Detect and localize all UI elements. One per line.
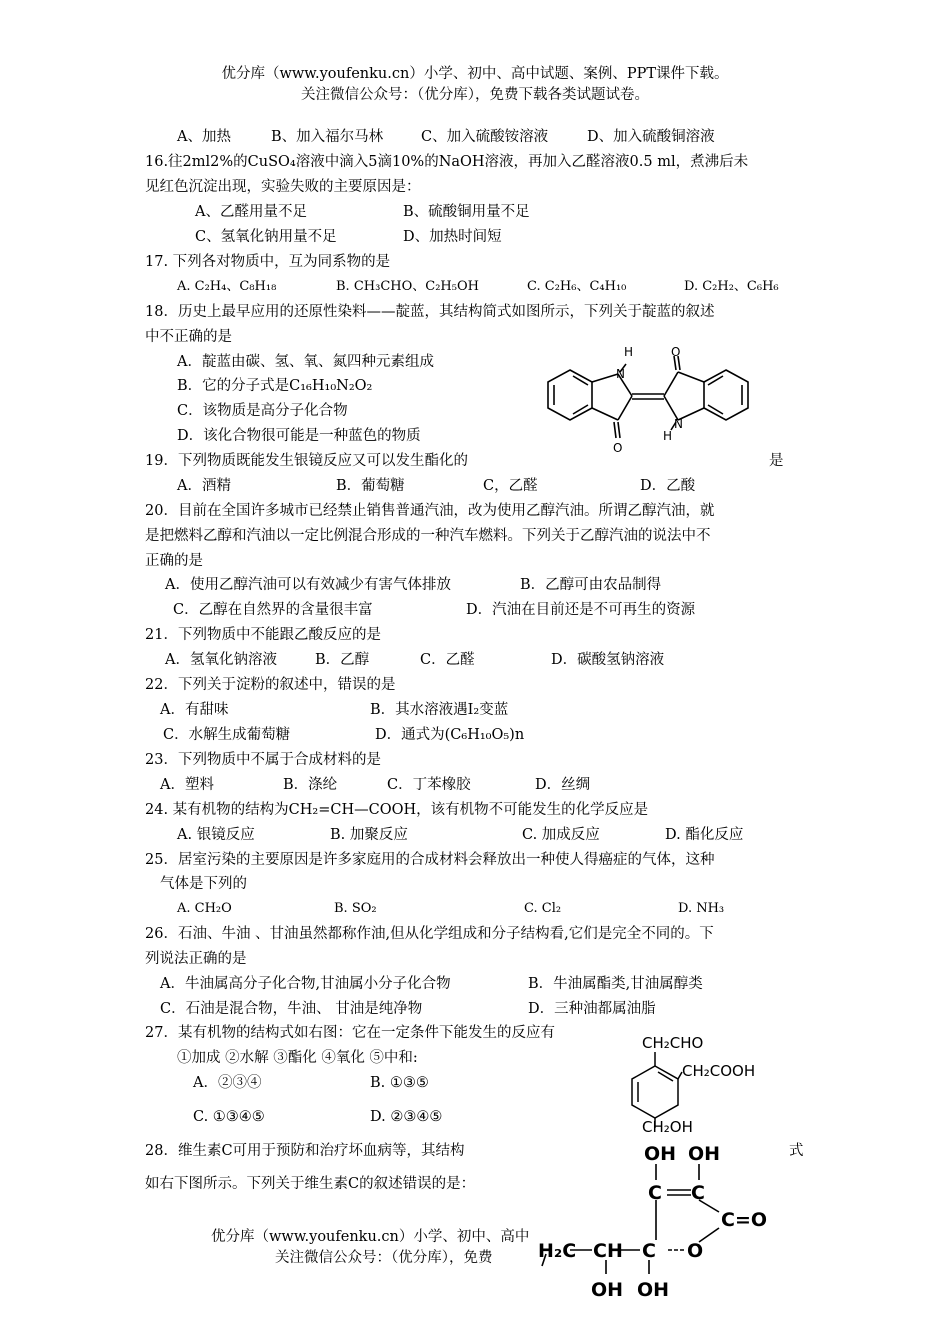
q18-stem-1: 18．历史上最早应用的还原性染料——靛蓝，其结构简式如图所示，下列关于靛蓝的叙述 (145, 304, 715, 320)
q20-stem-1: 20．目前在全国许多城市已经禁止销售普通汽油，改为使用乙醇汽油。所谓乙醇汽油，就 (145, 503, 715, 519)
vitamin-c-structure-diagram (536, 1142, 776, 1302)
indigo-h-label: H (624, 345, 634, 359)
q23-option-a: A．塑料 (160, 777, 214, 793)
q19-option-b: B．葡萄糖 (336, 478, 405, 494)
q27-reactions: ①加成 ②水解 ③酯化 ④氧化 ⑤中和: (177, 1050, 418, 1066)
q20-stem-2: 是把燃料乙醇和汽油以一定比例混合形成的一种汽车燃料。下列关于乙醇汽油的说法中不 (145, 528, 711, 544)
q22-stem: 22．下列关于淀粉的叙述中，错误的是 (145, 677, 396, 693)
q16-stem-1: 16.往2ml2%的CuSO₄溶液中滴入5滴10%的NaOH溶液，再加入乙醛溶液0.5 ml，煮沸后未 (145, 154, 749, 170)
q15-option-c: C、加入硫酸铵溶液 (421, 129, 549, 145)
q21-stem: 21．下列物质中不能跟乙酸反应的是 (145, 627, 381, 643)
q27-option-d: D. ②③④⑤ (370, 1109, 443, 1125)
q18-option-b: B．它的分子式是C₁₆H₁₀N₂O₂ (177, 378, 373, 394)
q28-stem: 28．维生素C可用于预防和治疗坏血病等，其结构 (145, 1143, 465, 1159)
q25-stem-2: 气体是下列的 (160, 876, 247, 892)
indigo-o-label-1: O (671, 345, 681, 359)
q20-option-a: A．使用乙醇汽油可以有效减少有害气体排放 (165, 577, 451, 593)
q15-option-b: B、加入福尔马林 (271, 129, 384, 145)
q18-stem-2: 中不正确的是 (145, 329, 232, 345)
q17-option-d: D. C₂H₂、C₆H₆ (684, 279, 779, 294)
q16-option-a: A、乙醛用量不足 (195, 204, 307, 220)
q27-structure-diagram (600, 1028, 780, 1140)
q20-option-b: B．乙醇可由农品制得 (520, 577, 662, 593)
vitc-c-label-1: C (648, 1182, 662, 1204)
q21-option-d: D．碳酸氢钠溶液 (551, 652, 665, 668)
q23-stem: 23．下列物质中不属于合成材料的是 (145, 752, 381, 768)
vitc-ch-label: CH (593, 1240, 623, 1262)
q26-option-a: A．牛油属高分子化合物,甘油属小分子化合物 (160, 976, 451, 992)
vitc-oh-label-3: OH (591, 1279, 624, 1301)
q22-option-c: C．水解生成葡萄糖 (163, 727, 291, 743)
q18-option-d: D．该化合物很可能是一种蓝色的物质 (177, 428, 421, 444)
q17-option-b: B. CH₃CHO、C₂H₅OH (336, 279, 479, 294)
header-line-2: 关注微信公众号：（优分库），免费下载各类试题试卷。 (301, 87, 649, 103)
q25-stem-1: 25．居室污染的主要原因是许多家庭用的合成材料会释放出一种使人得癌症的气体，这种 (145, 852, 715, 868)
vitc-oh-label-4: OH (637, 1279, 670, 1301)
q27-group-ch2cho: CH₂CHO (642, 1034, 704, 1052)
vitc-ring-o-label: O (687, 1240, 704, 1262)
indigo-structure-diagram (540, 342, 760, 460)
q26-stem-2: 列说法正确的是 (145, 951, 247, 967)
q19-option-d: D．乙酸 (640, 478, 696, 494)
indigo-o-label-2: O (613, 441, 623, 455)
q24-option-c: C. 加成反应 (522, 827, 600, 843)
q26-option-b: B．牛油属酯类,甘油属醇类 (528, 976, 703, 992)
q15-option-d: D、加入硫酸铜溶液 (587, 129, 715, 145)
q25-option-d: D. NH₃ (678, 901, 725, 916)
q24-option-a: A. 银镜反应 (177, 827, 255, 843)
vitc-oh-label-2: OH (688, 1143, 721, 1165)
q19-option-c: C，乙醛 (483, 478, 538, 494)
q20-stem-3: 正确的是 (145, 553, 203, 569)
footer-line-2: 关注微信公众号：（优分库），免费 (275, 1250, 493, 1266)
indigo-h-label-2: H (663, 429, 673, 443)
q26-option-d: D．三种油都属油脂 (528, 1001, 656, 1017)
q19-option-a: A．酒精 (177, 478, 231, 494)
q24-option-b: B. 加聚反应 (330, 827, 408, 843)
q23-option-b: B．涤纶 (283, 777, 338, 793)
q27-option-a: A．②③④ (193, 1075, 262, 1091)
q26-stem-1: 26．石油、牛油 、甘油虽然都称作油,但从化学组成和分子结构看,它们是完全不同的。下 (145, 926, 714, 942)
q28-stem-2: 如右下图所示。下列关于维生素C的叙述错误的是： (145, 1176, 476, 1192)
q17-stem: 17. 下列各对物质中，互为同系物的是 (145, 254, 391, 270)
q16-option-b: B、硫酸铜用量不足 (403, 204, 530, 220)
q19-stem-end: 是 (769, 453, 784, 469)
q21-option-b: B．乙醇 (315, 652, 370, 668)
indigo-n-label-1: N (616, 367, 625, 381)
header-line-1: 优分库（www.youfenku.cn）小学、初中、高中试题、案例、PPT课件下载。 (221, 66, 729, 82)
q26-option-c: C．石油是混合物，牛油、 甘油是纯净物 (160, 1001, 423, 1017)
q25-option-a: A. CH₂O (177, 901, 232, 916)
q23-option-d: D．丝绸 (535, 777, 591, 793)
q25-option-b: B. SO₂ (334, 901, 377, 916)
q21-option-c: C．乙醛 (420, 652, 475, 668)
q28-stem-end: 式 (789, 1143, 804, 1159)
q22-option-b: B．其水溶液遇I₂变蓝 (370, 702, 509, 718)
q27-option-c: C. ①③④⑤ (193, 1109, 265, 1125)
q15-option-a: A、加热 (177, 129, 231, 145)
q16-option-c: C、氢氧化钠用量不足 (195, 229, 337, 245)
q22-option-d: D．通式为(C₆H₁₀O₅)n (375, 727, 525, 743)
q16-option-d: D、加热时间短 (403, 229, 502, 245)
vitc-c-label-3: C (642, 1240, 656, 1262)
q18-option-c: C．该物质是高分子化合物 (177, 403, 348, 419)
indigo-n-label-2: N (674, 417, 683, 431)
q17-option-c: C. C₂H₆、C₄H₁₀ (527, 279, 627, 294)
q20-option-d: D．汽油在目前还是不可再生的资源 (466, 602, 696, 618)
q23-option-c: C．丁苯橡胶 (387, 777, 471, 793)
q25-option-c: C. Cl₂ (524, 901, 562, 916)
q27-option-b: B. ①③⑤ (370, 1075, 429, 1091)
q18-option-a: A．靛蓝由碳、氢、氧、氮四种元素组成 (177, 354, 434, 370)
q17-option-a: A. C₂H₄、C₈H₁₈ (177, 279, 277, 294)
vitc-ch2-label: H₂C (538, 1240, 577, 1262)
q19-stem: 19．下列物质既能发生银镜反应又可以发生酯化的 (145, 453, 468, 469)
vitc-oh-label-1: OH (644, 1143, 677, 1165)
q16-stem-2: 见红色沉淀出现，实验失败的主要原因是： (145, 179, 421, 195)
footer-line-1: 优分库（www.youfenku.cn）小学、初中、高中 (211, 1229, 530, 1245)
q27-group-ch2oh: CH₂OH (642, 1118, 693, 1136)
vitc-c-label-2: C (691, 1182, 705, 1204)
q21-option-a: A．氢氧化钠溶液 (165, 652, 277, 668)
q20-option-c: C．乙醇在自然界的含量很丰富 (173, 602, 373, 618)
q27-group-ch2cooh: CH₂COOH (682, 1062, 756, 1080)
q27-stem: 27．某有机物的结构式如右图：它在一定条件下能发生的反应有 (145, 1025, 555, 1041)
q22-option-a: A．有甜味 (160, 702, 229, 718)
q24-stem: 24. 某有机物的结构为CH₂=CH—COOH，该有机物不可能发生的化学反应是 (145, 802, 649, 818)
q24-option-d: D. 酯化反应 (665, 827, 744, 843)
vitc-carbonyl-label: C=O (721, 1209, 768, 1231)
